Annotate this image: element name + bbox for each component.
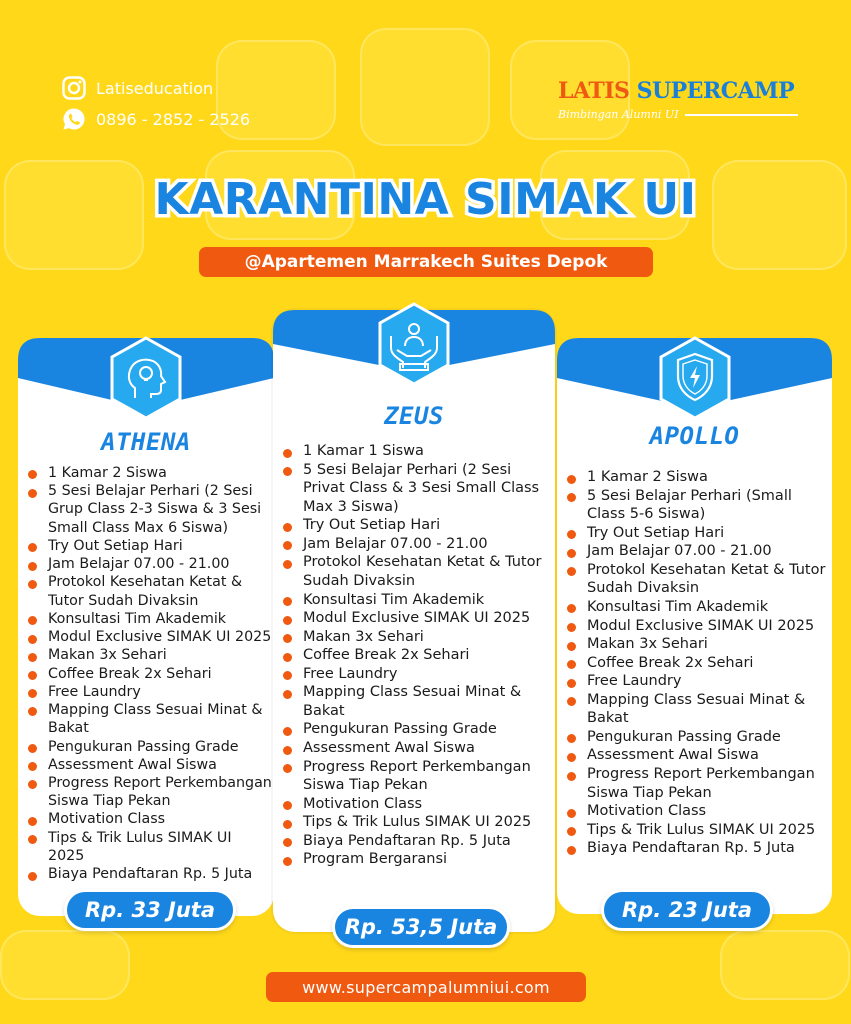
list-item: 1 Kamar 2 Siswa (567, 468, 830, 487)
list-item: Coffee Break 2x Sehari (567, 654, 830, 673)
list-item: Free Laundry (28, 683, 272, 701)
brand-name-part1: LATIS (558, 78, 630, 104)
instagram-contact[interactable] (62, 76, 213, 100)
list-item: Makan 3x Sehari (283, 628, 553, 647)
list-item: Mapping Class Sesuai Minat & Bakat (28, 701, 272, 737)
list-item: Biaya Pendaftaran Rp. 5 Juta (567, 839, 830, 858)
list-item: Makan 3x Sehari (567, 635, 830, 654)
package-name: ZEUS (384, 402, 444, 430)
list-item: Try Out Setiap Hari (567, 524, 830, 543)
list-item: Mapping Class Sesuai Minat & Bakat (283, 683, 553, 720)
list-item: Progress Report Perkembangan Siswa Tiap Pekan (567, 765, 830, 802)
feature-list (283, 442, 553, 869)
brand-tagline-row (558, 108, 798, 121)
list-item: Motivation Class (283, 795, 553, 814)
list-item: Assessment Awal Siswa (283, 739, 553, 758)
list-item: Modul Exclusive SIMAK UI 2025 (28, 628, 272, 646)
venue-badge: @Apartemen Marrakech Suites Depok (199, 247, 653, 277)
background-shape (360, 28, 490, 146)
list-item: Progress Report Perkembangan Siswa Tiap Pekan (28, 774, 272, 810)
feature-list (28, 464, 272, 883)
list-item: Biaya Pendaftaran Rp. 5 Juta (283, 832, 553, 851)
list-item: Konsultasi Tim Akademik (283, 591, 553, 610)
package-name: ATHENA (101, 428, 191, 456)
list-item: Tips & Trik Lulus SIMAK UI 2025 (283, 813, 553, 832)
list-item: Pengukuran Passing Grade (283, 720, 553, 739)
list-item: Biaya Pendaftaran Rp. 5 Juta (28, 865, 272, 883)
list-item: Konsultasi Tim Akademik (28, 610, 272, 628)
list-item: Tips & Trik Lulus SIMAK UI 2025 (28, 829, 272, 865)
list-item: Assessment Awal Siswa (567, 746, 830, 765)
list-item: Coffee Break 2x Sehari (28, 665, 272, 683)
tagline-divider (685, 114, 798, 116)
instagram-handle: Latiseducation (96, 78, 214, 98)
list-item: Coffee Break 2x Sehari (283, 646, 553, 665)
list-item: Makan 3x Sehari (28, 646, 272, 664)
page-title: KARANTINA SIMAK UI (154, 174, 697, 225)
list-item: Protokol Kesehatan Ketat & Tutor Sudah Divaksin (567, 561, 830, 598)
list-item: Pengukuran Passing Grade (28, 738, 272, 756)
list-item: Program Bergaransi (283, 850, 553, 869)
list-item: Try Out Setiap Hari (28, 537, 272, 555)
list-item: Protokol Kesehatan Ketat & Tutor Sudah Divaksin (283, 553, 553, 590)
list-item: Free Laundry (283, 665, 553, 684)
brand-name-part2: SUPERCAMP (636, 78, 795, 104)
instagram-icon (62, 76, 86, 100)
list-item: 5 Sesi Belajar Perhari (Small Class 5-6 Siswa) (567, 487, 830, 524)
price-badge-athena[interactable]: Rp. 33 Juta (64, 889, 236, 931)
list-item: Try Out Setiap Hari (283, 516, 553, 535)
list-item: Jam Belajar 07.00 - 21.00 (28, 555, 272, 573)
list-item: Modul Exclusive SIMAK UI 2025 (567, 617, 830, 636)
shield-bolt-icon (658, 336, 732, 420)
list-item: Jam Belajar 07.00 - 21.00 (567, 542, 830, 561)
brand-logo (558, 78, 798, 121)
package-card-athena (18, 338, 274, 916)
list-item: Motivation Class (567, 802, 830, 821)
list-item: Jam Belajar 07.00 - 21.00 (283, 535, 553, 554)
package-card-apollo (557, 338, 832, 914)
list-item: Free Laundry (567, 672, 830, 691)
list-item: Mapping Class Sesuai Minat & Bakat (567, 691, 830, 728)
background-shape (720, 930, 850, 1000)
list-item: Modul Exclusive SIMAK UI 2025 (283, 609, 553, 628)
whatsapp-contact[interactable] (62, 107, 250, 131)
background-shape (0, 930, 130, 1000)
package-card-zeus (273, 310, 555, 932)
package-name: APOLLO (649, 422, 740, 450)
website-link[interactable]: www.supercampalumniui.com (266, 972, 586, 1002)
price-badge-zeus[interactable]: Rp. 53,5 Juta (332, 906, 510, 948)
people-care-icon (377, 302, 451, 386)
whatsapp-icon (62, 107, 86, 131)
list-item: Konsultasi Tim Akademik (567, 598, 830, 617)
list-item: 5 Sesi Belajar Perhari (2 Sesi Grup Class 2-3 Siswa & 3 Sesi Small Class Max 6 Siswa) (28, 482, 272, 537)
lightbulb-head-icon (109, 336, 183, 420)
feature-list (567, 468, 830, 858)
list-item: 1 Kamar 2 Siswa (28, 464, 272, 482)
list-item: Assessment Awal Siswa (28, 756, 272, 774)
whatsapp-number: 0896 - 2852 - 2526 (96, 109, 251, 129)
list-item: Tips & Trik Lulus SIMAK UI 2025 (567, 821, 830, 840)
brand-tagline: Bimbingan Alumni UI (558, 108, 679, 121)
list-item: Pengukuran Passing Grade (567, 728, 830, 747)
list-item: 1 Kamar 1 Siswa (283, 442, 553, 461)
list-item: Progress Report Perkembangan Siswa Tiap Pekan (283, 758, 553, 795)
list-item: Protokol Kesehatan Ketat & Tutor Sudah Divaksin (28, 573, 272, 609)
price-badge-apollo[interactable]: Rp. 23 Juta (601, 889, 773, 931)
brand-name (558, 78, 798, 104)
list-item: 5 Sesi Belajar Perhari (2 Sesi Privat Class & 3 Sesi Small Class Max 3 Siswa) (283, 461, 553, 517)
list-item: Motivation Class (28, 810, 272, 828)
